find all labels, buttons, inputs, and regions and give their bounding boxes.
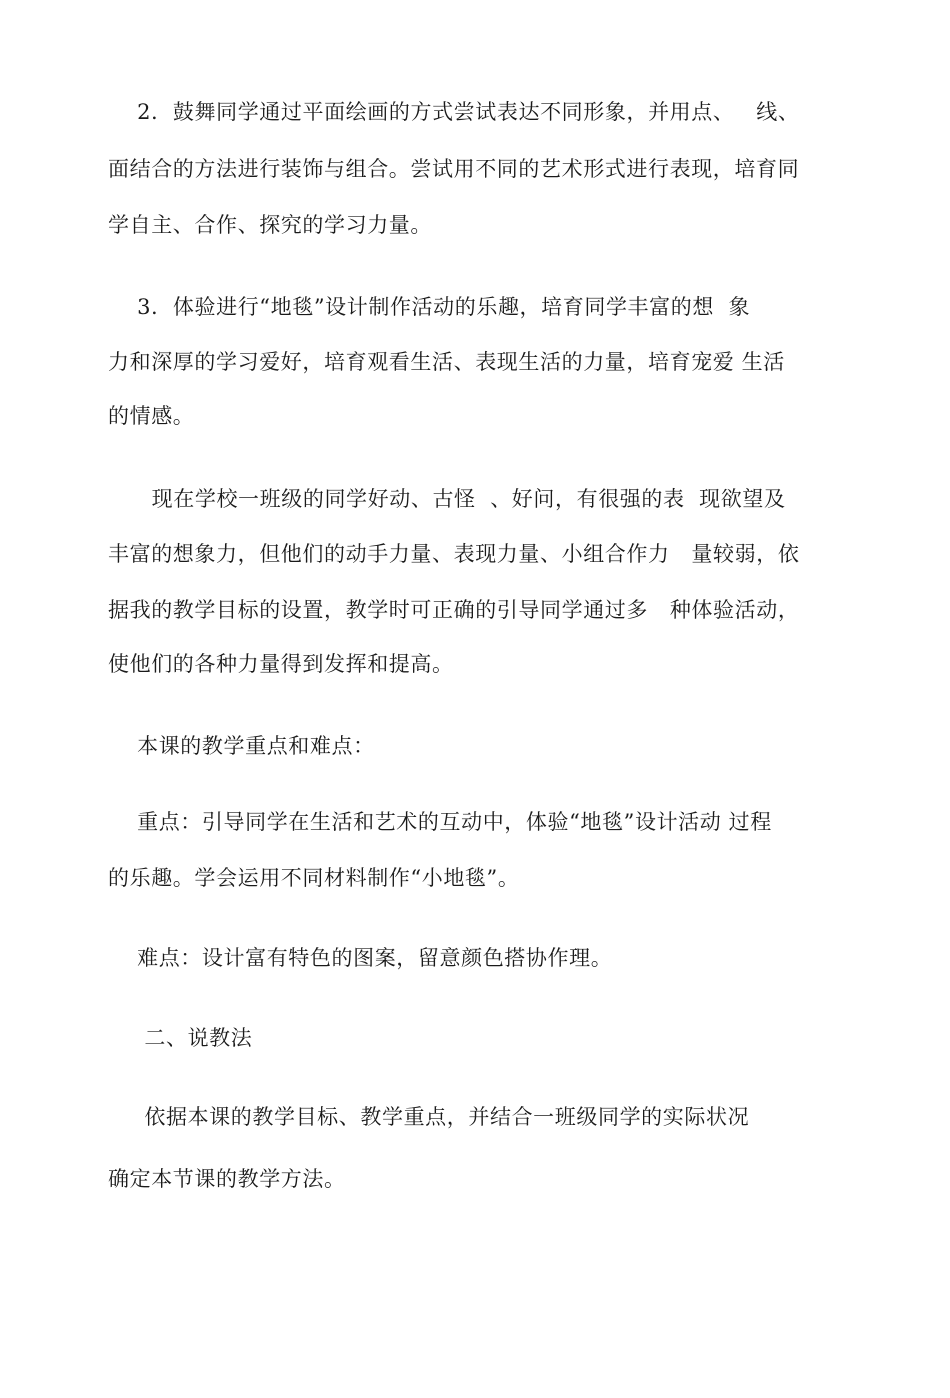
paragraph-method-intro-line-2: 确定本节课的教学方法。 [108, 1167, 346, 1191]
paragraph-student-analysis-line-2: 丰富的想象力，但他们的动手力量、表现力量、小组合作力 量较弱，依 [108, 542, 800, 566]
paragraph-student-analysis-line-1: 现在学校一班级的同学好动、古怪 、好问，有很强的表 现欲望及 [108, 487, 786, 511]
paragraph-method-intro-line-1: 依据本课的教学目标、教学重点，并结合一班级同学的实际状况 [108, 1105, 750, 1129]
paragraph-key-point-line-2: 的乐趣。学会运用不同材料制作“小地毯”。 [108, 866, 520, 890]
key-difficult-heading: 本课的教学重点和难点： [108, 734, 375, 758]
paragraph-objective-3-line-1: 3. 体验进行“地毯”设计制作活动的乐趣，培育同学丰富的想 象 [108, 295, 751, 319]
paragraph-objective-2-line-3: 学自主、合作、探究的学习力量。 [108, 213, 432, 237]
paragraph-difficult-point: 难点：设计富有特色的图案，留意颜色搭协作理。 [108, 946, 613, 970]
paragraph-objective-2-line-1: 2. 鼓舞同学通过平面绘画的方式尝试表达不同形象，并用点、 线、 [108, 100, 800, 124]
paragraph-key-point-line-1: 重点：引导同学在生活和艺术的互动中，体验“地毯”设计活动 过程 [108, 810, 772, 834]
paragraph-objective-3-line-3: 的情感。 [108, 404, 195, 428]
paragraph-objective-2-line-2: 面结合的方法进行装饰与组合。尝试用不同的艺术形式进行表现，培育同 [108, 157, 800, 181]
paragraph-objective-3-line-2: 力和深厚的学习爱好，培育观看生活、表现生活的力量，培育宠爱 生活 [108, 350, 785, 374]
paragraph-student-analysis-line-3: 据我的教学目标的设置，教学时可正确的引导同学通过多 种体验活动， [108, 598, 800, 622]
section-heading-teaching-method: 二、说教法 [108, 1026, 253, 1050]
paragraph-student-analysis-line-4: 使他们的各种力量得到发挥和提高。 [108, 652, 454, 676]
